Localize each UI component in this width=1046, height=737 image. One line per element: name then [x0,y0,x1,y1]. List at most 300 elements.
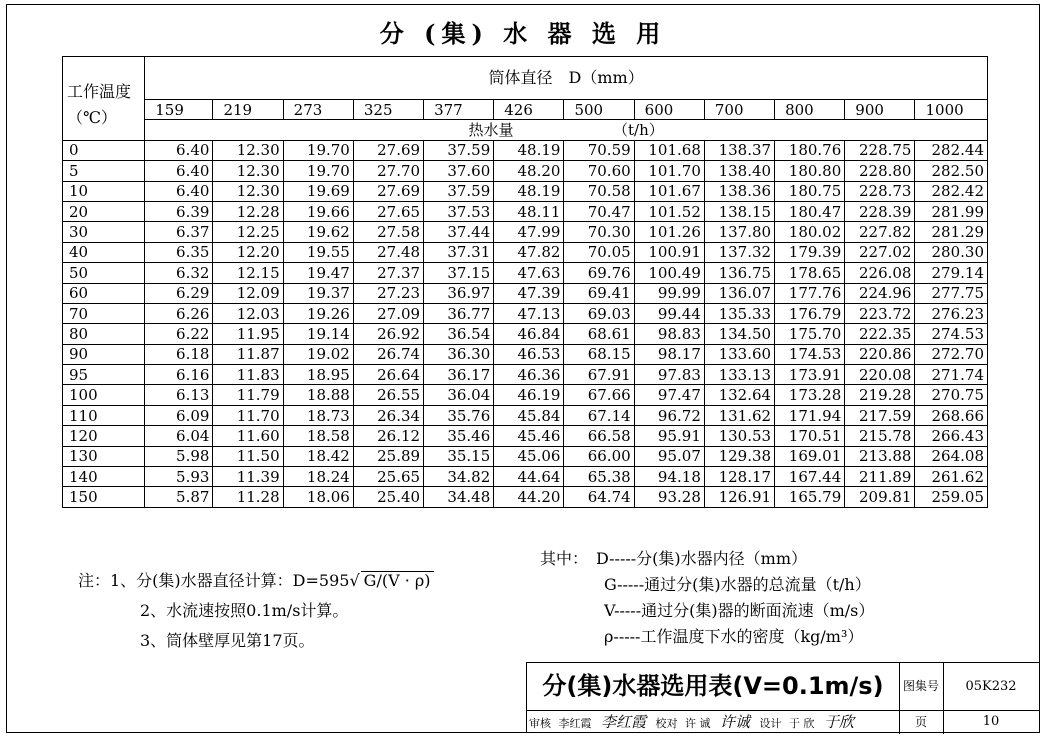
flow-cell: 19.37 [283,283,353,303]
flow-cell: 37.15 [424,263,494,283]
diameter-cell: 1000 [915,100,988,120]
flow-cell: 46.19 [494,385,564,405]
flow-cell: 282.42 [915,181,988,201]
flow-cell: 27.69 [353,140,423,160]
table-row [63,405,988,425]
flow-cell: 282.44 [915,140,988,160]
design-label: 设计 [759,717,782,730]
temperature-cell: 100 [63,385,145,405]
flow-cell: 69.76 [564,263,634,283]
temperature-cell: 140 [63,467,145,487]
diameter-cell: 273 [283,100,353,120]
temperature-cell: 30 [63,222,145,242]
flow-cell: 18.06 [283,487,353,507]
flow-cell: 70.30 [564,222,634,242]
flow-cell: 12.09 [213,283,283,303]
temp-header-unit: （℃） [67,108,117,127]
flow-cell: 11.95 [213,324,283,344]
note-3: 3、筒体壁厚见第17页。 [140,631,315,650]
flow-cell: 67.14 [564,405,634,425]
flow-cell: 220.86 [845,344,915,364]
flow-cell: 18.42 [283,446,353,466]
table-row [63,324,988,344]
flow-cell: 136.75 [704,263,774,283]
flow-cell: 27.37 [353,263,423,283]
flow-cell: 6.16 [145,365,213,385]
temperature-cell: 0 [63,140,145,160]
flow-cell: 281.99 [915,201,988,221]
flow-cell: 173.28 [775,385,845,405]
flow-cell: 5.87 [145,487,213,507]
temperature-cell: 50 [63,263,145,283]
flow-cell: 19.66 [283,201,353,221]
check-label: 校对 [655,717,678,730]
flow-cell: 180.76 [775,140,845,160]
flow-cell: 36.04 [424,385,494,405]
flow-cell: 101.67 [634,181,704,201]
table-row [63,344,988,364]
flow-cell: 27.23 [353,283,423,303]
flow-cell: 227.02 [845,242,915,262]
symbol-legend [540,546,874,650]
flow-cell: 101.52 [634,201,704,221]
design-name: 于 欣 [789,717,815,730]
flow-cell: 25.65 [353,467,423,487]
temperature-cell: 120 [63,426,145,446]
flow-cell: 69.41 [564,283,634,303]
flow-cell: 11.60 [213,426,283,446]
flow-cell: 45.84 [494,405,564,425]
flow-cell: 35.15 [424,446,494,466]
flow-cell: 18.88 [283,385,353,405]
note-2: 2、水流速按照0.1m/s计算。 [140,601,349,620]
table-row [63,161,988,181]
flow-cell: 47.99 [494,222,564,242]
flow-cell: 27.58 [353,222,423,242]
table-row [63,181,988,201]
flow-cell: 169.01 [775,446,845,466]
flow-cell: 26.64 [353,365,423,385]
flow-cell: 228.73 [845,181,915,201]
flow-cell: 178.65 [775,263,845,283]
flow-cell: 271.74 [915,365,988,385]
flow-cell: 97.83 [634,365,704,385]
flow-cell: 223.72 [845,303,915,323]
flow-cell: 261.62 [915,467,988,487]
flow-cell: 11.50 [213,446,283,466]
flow-cell: 37.53 [424,201,494,221]
flow-cell: 12.30 [213,161,283,181]
flow-cell: 37.31 [424,242,494,262]
atlas-label: 图集号 [899,663,944,711]
flow-cell: 18.95 [283,365,353,385]
temperature-cell: 5 [63,161,145,181]
design-signature: 于欣 [824,713,855,731]
table-row [63,487,988,507]
diameter-header: 筒体直径 D（mm） [145,57,988,100]
flow-cell: 272.70 [915,344,988,364]
flow-cell: 6.18 [145,344,213,364]
flow-cell: 96.72 [634,405,704,425]
flow-cell: 180.80 [775,161,845,181]
diameter-cell: 159 [145,100,213,120]
flow-cell: 100.91 [634,242,704,262]
heat-label: 热水量 [468,121,514,140]
temperature-cell: 60 [63,283,145,303]
flow-cell: 27.70 [353,161,423,181]
flow-cell: 93.28 [634,487,704,507]
flow-cell: 173.91 [775,365,845,385]
flow-cell: 26.34 [353,405,423,425]
table-row [63,446,988,466]
flow-cell: 170.51 [775,426,845,446]
signature-row [527,710,900,734]
flow-cell: 12.28 [213,201,283,221]
flow-cell: 6.32 [145,263,213,283]
flow-cell: 180.02 [775,222,845,242]
flow-cell: 132.64 [704,385,774,405]
temperature-cell: 10 [63,181,145,201]
table-row [63,242,988,262]
flow-cell: 99.99 [634,283,704,303]
diameter-cell: 325 [353,100,423,120]
flow-cell: 228.80 [845,161,915,181]
flow-cell: 48.19 [494,140,564,160]
flow-cell: 134.50 [704,324,774,344]
flow-cell: 6.39 [145,201,213,221]
review-name: 李红霞 [558,717,592,730]
flow-cell: 6.13 [145,385,213,405]
flow-cell: 67.91 [564,365,634,385]
diameter-cell: 500 [564,100,634,120]
flow-cell: 209.81 [845,487,915,507]
flow-cell: 95.91 [634,426,704,446]
flow-cell: 44.64 [494,467,564,487]
flow-cell: 45.46 [494,426,564,446]
note-1-formula: G/(V · ρ) [361,571,434,590]
flow-cell: 94.18 [634,467,704,487]
flow-cell: 179.39 [775,242,845,262]
heat-header [145,120,988,140]
flow-cell: 180.75 [775,181,845,201]
flow-cell: 46.84 [494,324,564,344]
flow-cell: 70.59 [564,140,634,160]
flow-cell: 36.30 [424,344,494,364]
flow-cell: 37.59 [424,181,494,201]
flow-cell: 48.19 [494,181,564,201]
flow-cell: 219.28 [845,385,915,405]
flow-cell: 36.17 [424,365,494,385]
table-row [63,303,988,323]
flow-cell: 171.94 [775,405,845,425]
flow-cell: 37.44 [424,222,494,242]
notes [78,566,434,656]
flow-cell: 135.33 [704,303,774,323]
flow-cell: 6.29 [145,283,213,303]
flow-cell: 101.68 [634,140,704,160]
flow-cell: 228.75 [845,140,915,160]
flow-cell: 6.35 [145,242,213,262]
flow-cell: 138.37 [704,140,774,160]
table-row [63,426,988,446]
flow-cell: 25.40 [353,487,423,507]
flow-cell: 129.38 [704,446,774,466]
flow-cell: 46.36 [494,365,564,385]
flow-cell: 47.39 [494,283,564,303]
diameter-cell: 219 [213,100,283,120]
table-row [63,201,988,221]
flow-cell: 12.30 [213,140,283,160]
check-signature: 许诚 [720,713,751,731]
flow-cell: 11.39 [213,467,283,487]
flow-cell: 281.29 [915,222,988,242]
flow-cell: 19.70 [283,161,353,181]
flow-cell: 27.48 [353,242,423,262]
flow-cell: 11.87 [213,344,283,364]
flow-cell: 227.82 [845,222,915,242]
flow-cell: 27.69 [353,181,423,201]
flow-cell: 174.53 [775,344,845,364]
flow-cell: 6.22 [145,324,213,344]
flow-cell: 268.66 [915,405,988,425]
flow-cell: 220.08 [845,365,915,385]
title-block [526,662,1040,733]
flow-cell: 27.65 [353,201,423,221]
flow-cell: 26.12 [353,426,423,446]
flow-cell: 34.82 [424,467,494,487]
flow-cell: 6.40 [145,161,213,181]
flow-cell: 26.74 [353,344,423,364]
flow-cell: 25.89 [353,446,423,466]
flow-cell: 19.26 [283,303,353,323]
flow-cell: 6.26 [145,303,213,323]
flow-cell: 276.23 [915,303,988,323]
legend-rho: ρ-----工作温度下水的密度（kg/m³） [604,627,864,646]
flow-cell: 277.75 [915,283,988,303]
flow-cell: 12.25 [213,222,283,242]
flow-cell: 177.76 [775,283,845,303]
flow-cell: 131.62 [704,405,774,425]
flow-cell: 69.03 [564,303,634,323]
flow-cell: 11.28 [213,487,283,507]
flow-cell: 213.88 [845,446,915,466]
flow-cell: 128.17 [704,467,774,487]
flow-cell: 68.61 [564,324,634,344]
table-row [63,283,988,303]
table-row [63,385,988,405]
flow-cell: 70.60 [564,161,634,181]
diameter-cell: 800 [775,100,845,120]
temperature-cell: 90 [63,344,145,364]
flow-cell: 5.93 [145,467,213,487]
flow-cell: 26.92 [353,324,423,344]
temp-header [63,57,145,141]
diameter-cell: 600 [634,100,704,120]
temperature-cell: 110 [63,405,145,425]
sqrt-symbol: √ [349,571,360,590]
temperature-cell: 95 [63,365,145,385]
temperature-cell: 20 [63,201,145,221]
flow-cell: 95.07 [634,446,704,466]
flow-cell: 18.73 [283,405,353,425]
legend-v: V-----通过分(集)器的断面流速（m/s） [604,601,875,620]
flow-cell: 70.58 [564,181,634,201]
flow-cell: 167.44 [775,467,845,487]
flow-cell: 136.07 [704,283,774,303]
flow-cell: 11.83 [213,365,283,385]
flow-cell: 226.08 [845,263,915,283]
flow-cell: 264.08 [915,446,988,466]
flow-cell: 6.09 [145,405,213,425]
flow-cell: 259.05 [915,487,988,507]
temperature-cell: 150 [63,487,145,507]
flow-cell: 138.36 [704,181,774,201]
flow-cell: 19.47 [283,263,353,283]
table-row [63,140,988,160]
flow-cell: 211.89 [845,467,915,487]
page-number: 10 [982,714,1000,729]
heat-unit: （t/h） [613,121,664,140]
flow-cell: 5.98 [145,446,213,466]
flow-cell: 280.30 [915,242,988,262]
flow-cell: 18.58 [283,426,353,446]
flow-cell: 70.05 [564,242,634,262]
flow-cell: 6.04 [145,426,213,446]
flow-cell: 11.79 [213,385,283,405]
flow-cell: 137.80 [704,222,774,242]
flow-cell: 130.53 [704,426,774,446]
flow-cell: 44.20 [494,487,564,507]
flow-cell: 65.38 [564,467,634,487]
flow-cell: 48.20 [494,161,564,181]
flow-cell: 12.15 [213,263,283,283]
temperature-cell: 130 [63,446,145,466]
flow-cell: 176.79 [775,303,845,323]
flow-cell: 11.70 [213,405,283,425]
diameter-cell: 900 [845,100,915,120]
flow-cell: 222.35 [845,324,915,344]
flow-cell: 36.97 [424,283,494,303]
flow-cell: 138.40 [704,161,774,181]
diameter-cell: 377 [424,100,494,120]
flow-cell: 282.50 [915,161,988,181]
flow-cell: 27.09 [353,303,423,323]
flow-cell: 101.70 [634,161,704,181]
flow-cell: 35.76 [424,405,494,425]
page-label: 页 [899,710,944,734]
flow-cell: 137.32 [704,242,774,262]
legend-d: 其中： D-----分(集)水器内径（mm） [540,549,807,568]
table-row [63,467,988,487]
diameter-cell: 700 [704,100,774,120]
flow-cell: 37.60 [424,161,494,181]
flow-cell: 67.66 [564,385,634,405]
flow-cell: 228.39 [845,201,915,221]
flow-cell: 180.47 [775,201,845,221]
flow-cell: 64.74 [564,487,634,507]
flow-cell: 12.03 [213,303,283,323]
selection-table [62,56,988,508]
flow-cell: 45.06 [494,446,564,466]
flow-cell: 19.55 [283,242,353,262]
flow-cell: 279.14 [915,263,988,283]
flow-cell: 175.70 [775,324,845,344]
flow-cell: 68.15 [564,344,634,364]
temperature-cell: 70 [63,303,145,323]
flow-cell: 217.59 [845,405,915,425]
flow-cell: 19.14 [283,324,353,344]
temperature-cell: 80 [63,324,145,344]
table-row [63,365,988,385]
flow-cell: 98.17 [634,344,704,364]
table-row [63,263,988,283]
check-name: 许 诚 [685,717,711,730]
flow-cell: 47.82 [494,242,564,262]
table-row [63,222,988,242]
flow-cell: 6.40 [145,140,213,160]
flow-cell: 36.54 [424,324,494,344]
flow-cell: 47.63 [494,263,564,283]
flow-cell: 46.53 [494,344,564,364]
diameter-cell: 426 [494,100,564,120]
flow-cell: 101.26 [634,222,704,242]
temperature-cell: 40 [63,242,145,262]
temp-header-label: 工作温度 [67,82,132,101]
flow-cell: 37.59 [424,140,494,160]
flow-cell: 18.24 [283,467,353,487]
diameter-row [63,100,988,120]
flow-cell: 66.00 [564,446,634,466]
flow-cell: 165.79 [775,487,845,507]
flow-cell: 99.44 [634,303,704,323]
flow-cell: 98.83 [634,324,704,344]
flow-cell: 6.40 [145,181,213,201]
flow-cell: 274.53 [915,324,988,344]
review-signature: 李红霞 [601,713,647,731]
atlas-number: 05K232 [943,663,1039,711]
flow-cell: 12.30 [213,181,283,201]
flow-cell: 47.13 [494,303,564,323]
flow-cell: 19.69 [283,181,353,201]
flow-cell: 215.78 [845,426,915,446]
flow-cell: 19.70 [283,140,353,160]
legend-g: G-----通过分(集)水器的总流量（t/h） [604,575,871,594]
flow-cell: 100.49 [634,263,704,283]
title-block-title: 分(集)水器选用表(V=0.1m/s) [527,663,900,711]
flow-cell: 133.60 [704,344,774,364]
flow-cell: 6.37 [145,222,213,242]
flow-cell: 270.75 [915,385,988,405]
review-label: 审核 [529,717,551,730]
flow-cell: 224.96 [845,283,915,303]
flow-cell: 19.02 [283,344,353,364]
flow-cell: 126.91 [704,487,774,507]
flow-cell: 266.43 [915,426,988,446]
page-title: 分 (集) 水 器 选 用 [379,19,667,48]
flow-cell: 34.48 [424,487,494,507]
flow-cell: 26.55 [353,385,423,405]
flow-cell: 12.20 [213,242,283,262]
note-1-text: 注：1、分(集)水器直径计算：D=595 [78,571,350,590]
flow-cell: 48.11 [494,201,564,221]
flow-cell: 19.62 [283,222,353,242]
flow-cell: 66.58 [564,426,634,446]
flow-cell: 97.47 [634,385,704,405]
flow-cell: 70.47 [564,201,634,221]
flow-cell: 35.46 [424,426,494,446]
flow-cell: 138.15 [704,201,774,221]
flow-cell: 133.13 [704,365,774,385]
